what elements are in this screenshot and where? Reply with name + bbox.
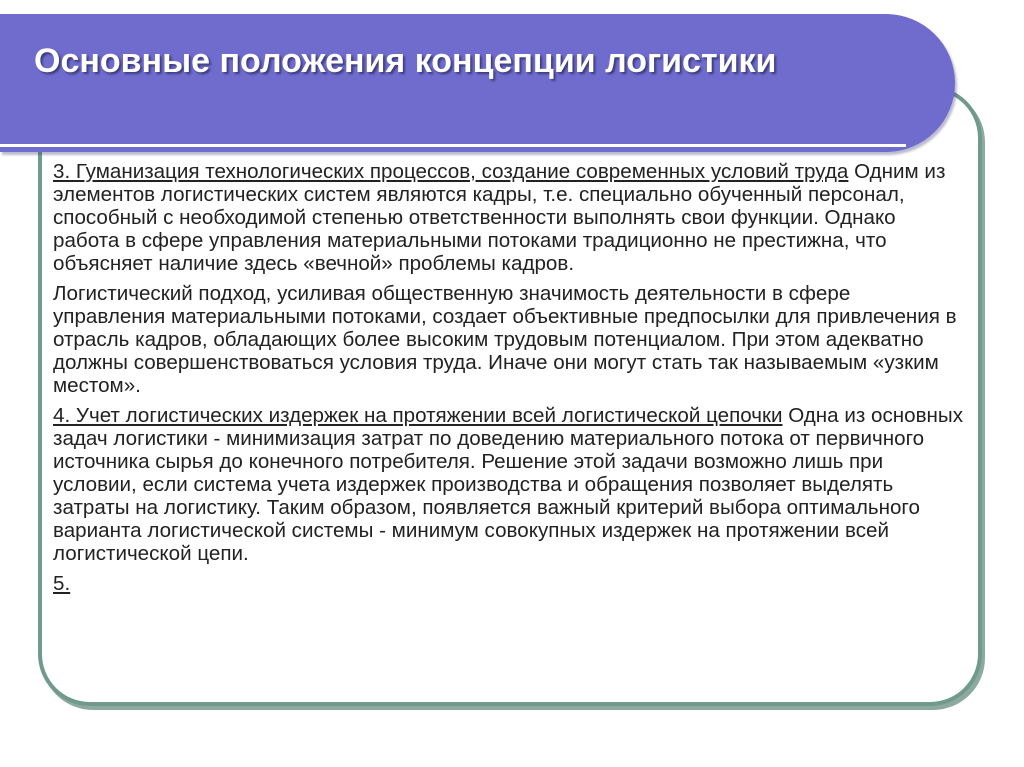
paragraph-logistics-approach-text: Логистический подход, усиливая общественную значимость деятельности в сфере управления материальными потоками, создает объективные предпосылки для привлечения в отрасль кадров, обладающих более высоким трудовым потенциалом. При этом адекватно должны совершенствоваться условия труда. Иначе они могут стать так называемым «узким местом». <box>53 282 957 397</box>
title-underline <box>0 144 906 147</box>
paragraph-4-text: Одна из основных задач логистики - минимизация затрат по доведению материального потока от первичного источника сырья до конечного потребителя. Решение этой задачи возможно лишь при условии, если система учета издержек производства и обращения позволяет выделять затраты на логистику. Таким образом, появляется важный критерий выбора оптимального варианта логистической системы - минимум совокупных издержек на протяжении всей логистической цепи. <box>53 404 963 565</box>
slide-title: Основные положения концепции логистики <box>34 42 777 80</box>
paragraph-logistics-approach <box>53 282 963 397</box>
paragraph-5-heading: 5. <box>53 572 71 595</box>
paragraph-4 <box>53 404 963 565</box>
paragraph-3-heading: 3. Гуманизация технологических процессов, создание современных условий труда <box>53 160 849 183</box>
title-banner <box>0 14 955 152</box>
paragraph-5 <box>53 572 963 595</box>
paragraph-3-text: Одним из элементов логистических систем являются кадры, т.е. специально обученный персонал, способный с необходимой степенью ответственности выполнять свои функции. Однако работа в сфере управления материальными потоками традиционно не престижна, что объясняет наличие здесь «вечной» проблемы кадров. <box>53 160 946 275</box>
slide-body <box>53 160 963 602</box>
paragraph-4-heading: 4. Учет логистических издержек на протяжении всей логистической цепочки <box>53 404 783 427</box>
paragraph-3 <box>53 160 963 275</box>
